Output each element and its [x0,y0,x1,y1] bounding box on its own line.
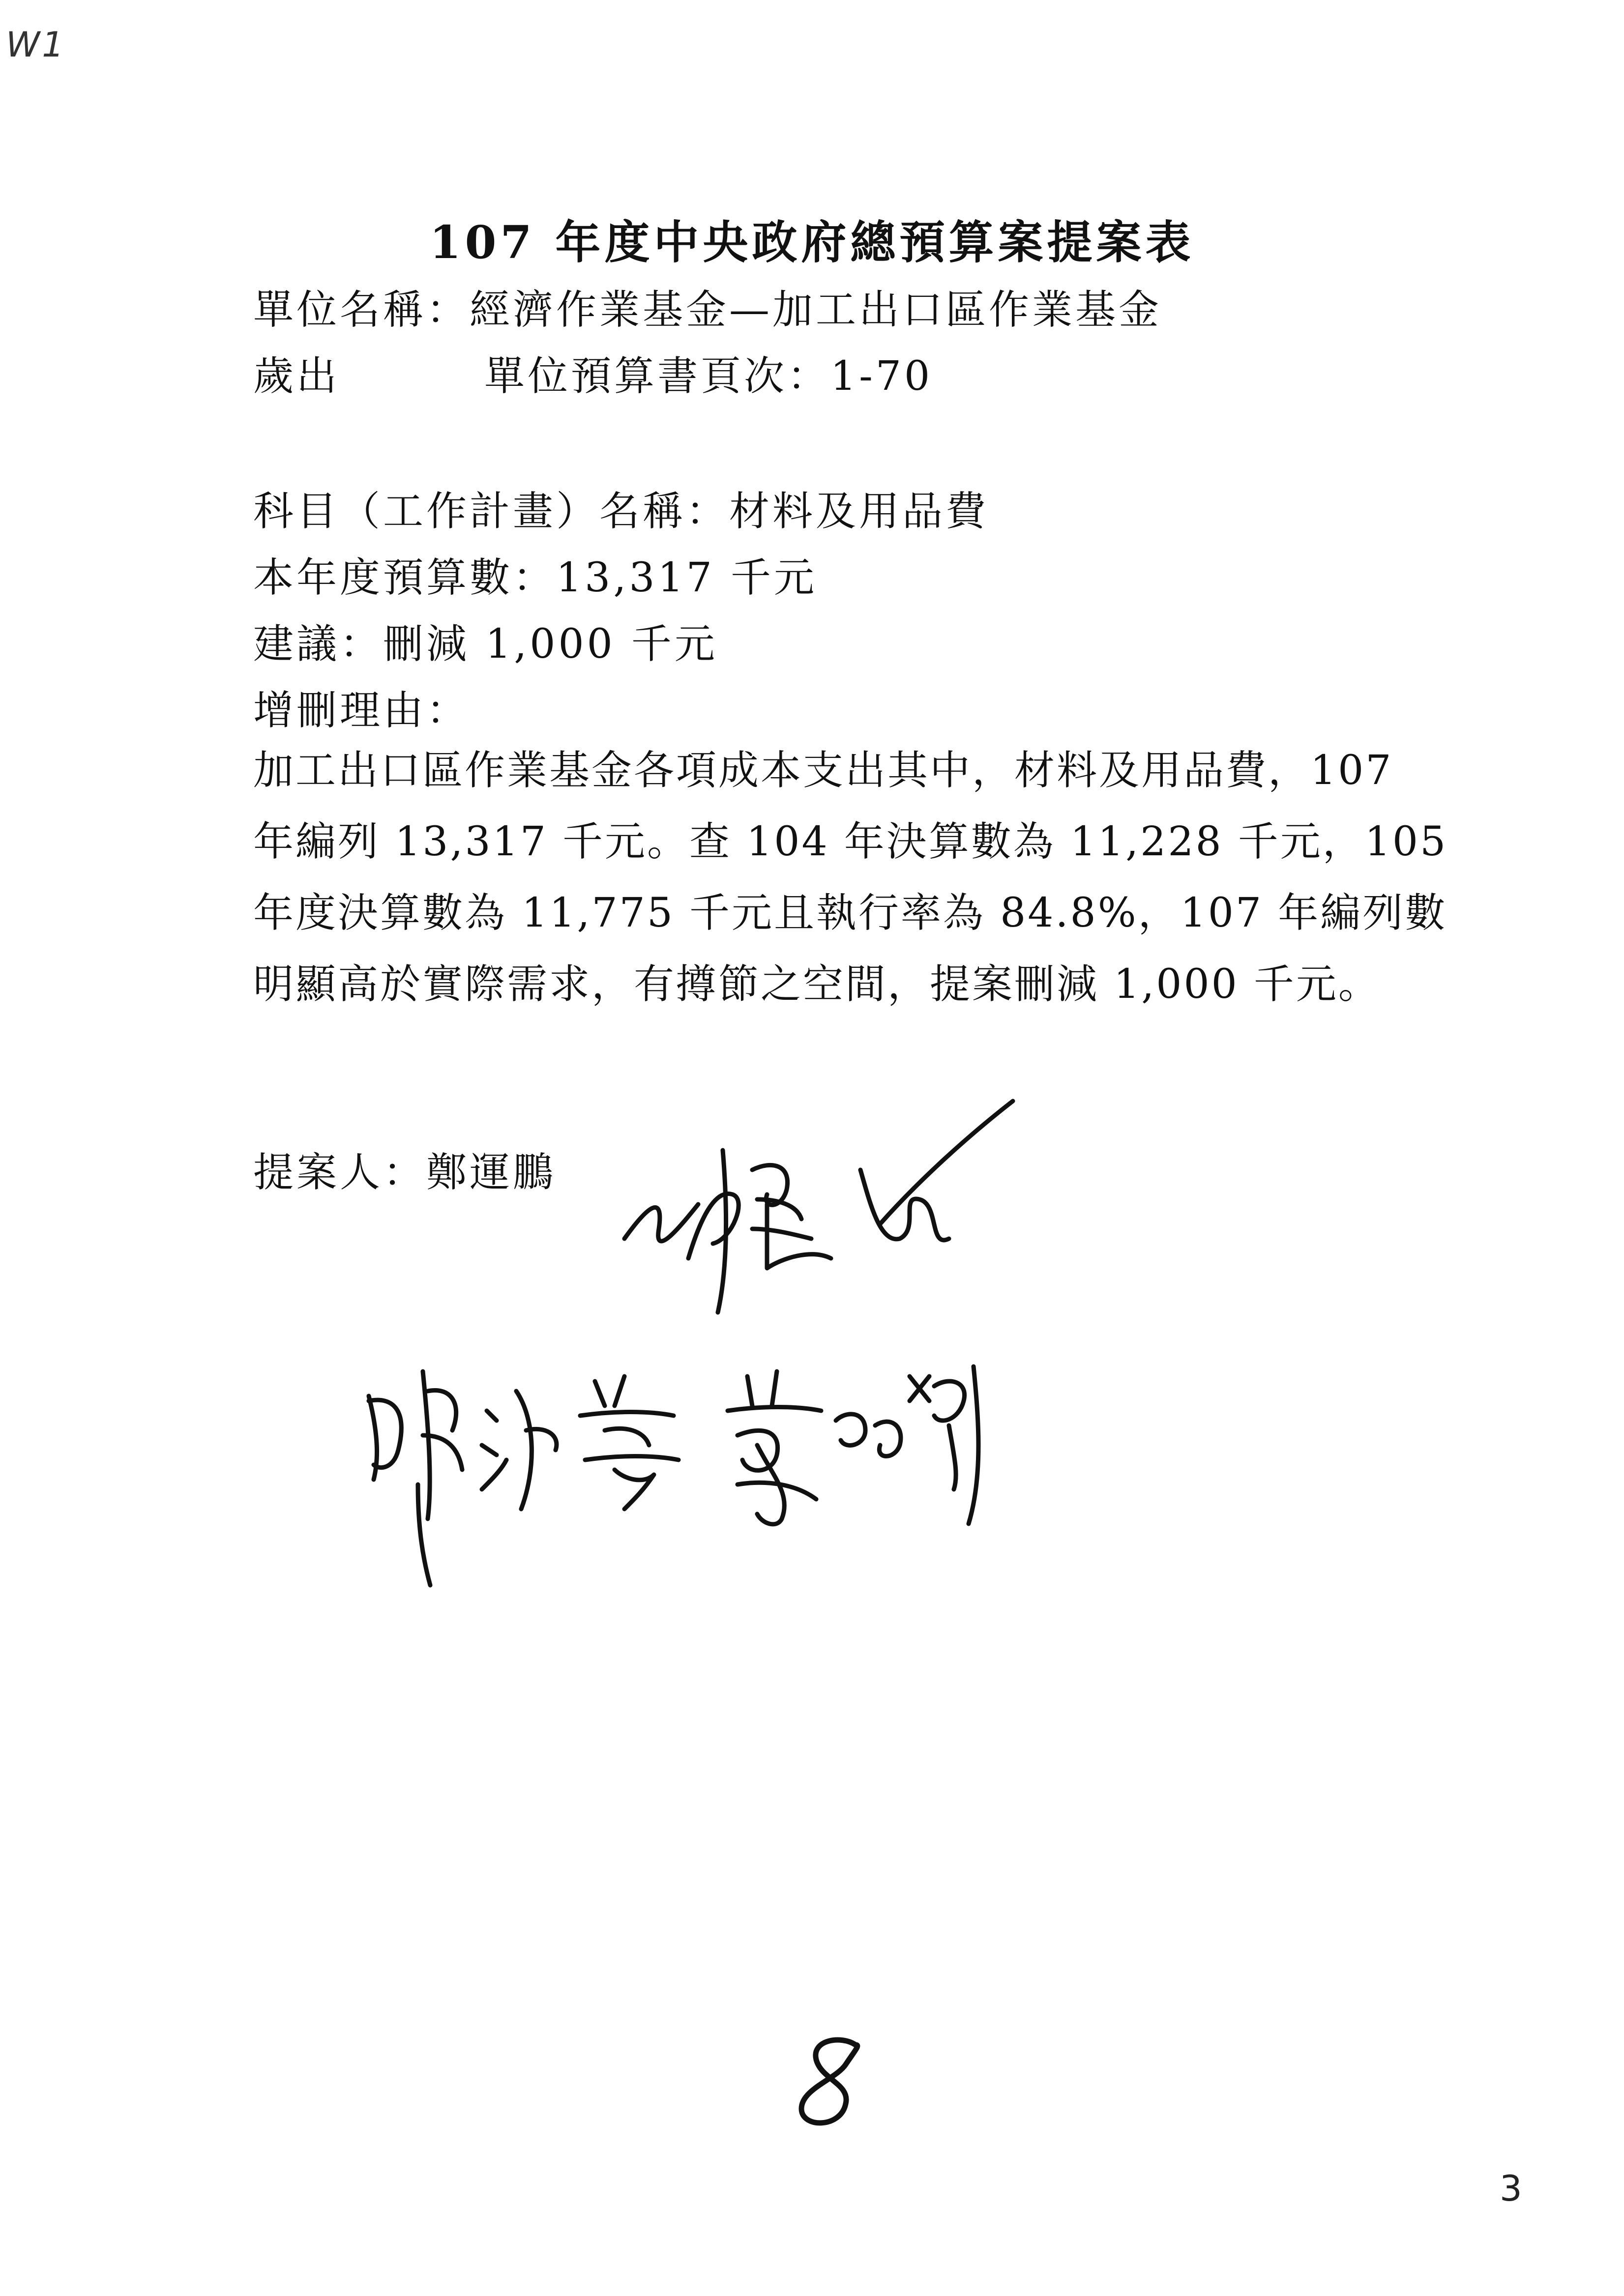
budget-page-reference: 單位預算書頁次：1-70 [484,353,933,400]
handwritten-number-8 [782,2035,880,2133]
proposer-line: 提案人：鄭運鵬 [253,1149,557,1196]
reason-line: 年編列 13,317 千元。查 104 年決算數為 11,228 千元，105 [253,818,1448,865]
signature-proposer [605,1081,1028,1317]
unit-name-line: 單位名稱：經濟作業基金—加工出口區作業基金 [253,287,1162,333]
suggestion-line: 建議：刪減 1,000 千元 [253,621,718,668]
corner-mark: W1 [6,25,66,65]
reason-line: 年度決算數為 11,775 千元且執行率為 84.8%，107 年編列數 [253,890,1447,936]
reason-label: 增刪理由： [253,687,470,734]
document-title: 107 年度中央政府總預算案提案表 [429,216,1195,269]
page-number: 3 [1500,2168,1522,2209]
reason-paragraph [253,735,1448,1020]
signature-cosigner-1 [349,1322,693,1588]
budget-type-label: 歲出 [253,353,340,400]
budget-amount-line: 本年度預算數：13,317 千元 [253,554,817,601]
reason-line: 明顯高於實際需求，有撙節之空間，提案刪減 1,000 千元。 [253,961,1381,1008]
signature-cosigner-2 [718,1327,1003,1563]
item-name-line: 科目（工作計畫）名稱：材料及用品費 [253,488,989,535]
reason-line: 加工出口區作業基金各項成本支出其中，材料及用品費，107 [253,747,1393,794]
